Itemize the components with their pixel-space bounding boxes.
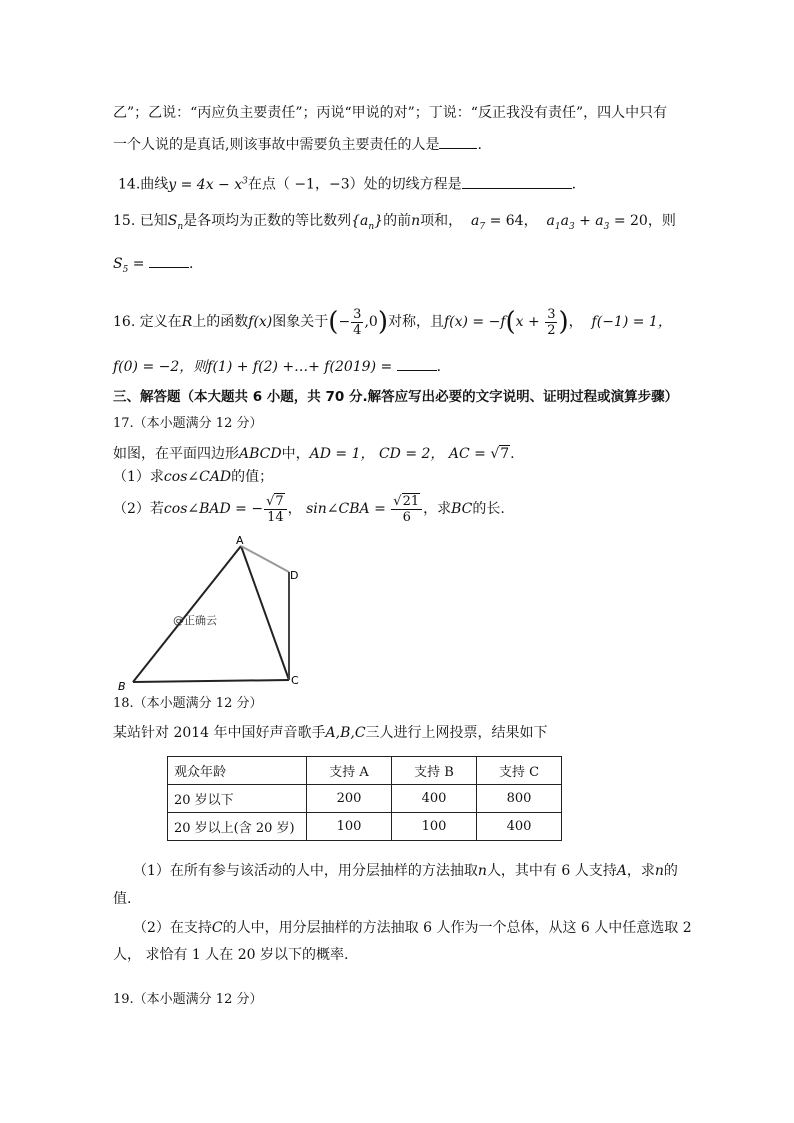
watermark-text: @正确云 — [173, 614, 217, 627]
q18-part2: （2）在支持C的人中，用分层抽样的方法抽取 6 人作为一个总体，从这 6 人中任意选取 2 — [133, 920, 692, 936]
q14-prefix: 曲线 — [140, 176, 169, 193]
q16-line: 16. 定义在R上的函数f(x)图象关于(− $\frac{3}{4}$ ,0)对称，且f(x) = −f(x + $\frac{3}{2}$ )， f(−1) = 1， — [113, 306, 672, 338]
q14-line: 14.曲线$y = 4x - x^3$在点（ −1，−3）处的切线方程是 . — [118, 171, 576, 195]
q14-number: 14. — [118, 176, 141, 193]
table-cell: 400 — [477, 813, 562, 841]
table-cell: 400 — [392, 785, 477, 813]
table-cell: 100 — [392, 813, 477, 841]
q16-answer-line: f(0) = −2，则f(1) + f(2) +…+ f(2019) = . — [113, 356, 441, 377]
q18-part1-continued: 值. — [113, 891, 132, 907]
q18-part2-continued: 人， 求恰有 1 人在 20 岁以下的概率. — [113, 947, 349, 963]
quadrilateral-figure — [113, 532, 313, 694]
q15-answer-blank — [149, 253, 189, 268]
table-cell: 200 — [307, 785, 392, 813]
q17-cos-fraction: $\frac{√7}{14}$ — [264, 494, 287, 525]
q14-answer-blank — [462, 174, 572, 189]
q18-intro: 某站针对 2014 年中国好声音歌手A,B,C三人进行上网投票，结果如下 — [113, 725, 548, 741]
q15-number: 15. — [113, 213, 136, 229]
table-cell: 800 — [477, 785, 562, 813]
q13-question-line: 一个人说的是真话,则该事故中需要负主要责任的人是 . — [113, 134, 482, 155]
section-3-heading: 三、解答题（本大题共 6 小题，共 70 分.解答应写出必要的文字说明、证明过程或演算步骤） — [113, 389, 679, 405]
vote-table — [167, 756, 562, 841]
q15-line: 15. 已知$S_n$是各项均为正数的等比数列$\{a_n\}$的前n项和， $a_7 = 64$， $a_1a_3 + a_3 = 20$，则 — [113, 213, 676, 232]
q17-part1: （1）求cos∠CAD的值； — [113, 469, 274, 485]
table-cell: 100 — [307, 813, 392, 841]
table-header-row — [168, 757, 562, 785]
table-header-cell: 观众年龄 — [168, 757, 307, 785]
q14-curve-equation: $y = 4x - x^3$ — [168, 176, 248, 193]
q15-sequence: $\{a_n\}$ — [351, 213, 384, 232]
table-cell: 20 岁以上(含 20 岁) — [168, 813, 307, 841]
vertex-label-b: B — [118, 680, 126, 693]
q16-answer-blank — [397, 356, 437, 371]
vertex-label-c: C — [291, 674, 299, 687]
table-row — [168, 785, 562, 813]
q16-number: 16. — [113, 314, 136, 330]
q18-heading: 18.（本小题满分 12 分） — [113, 696, 263, 711]
q14-point-text: 在点（ −1，−3）处的切线方程是 — [247, 176, 462, 193]
table-cell: 20 岁以下 — [168, 785, 307, 813]
vertex-label-d: D — [290, 569, 299, 582]
table-header-cell: 支持 B — [392, 757, 477, 785]
edge-ac — [241, 546, 289, 680]
vertex-label-a: A — [236, 534, 244, 547]
q13-answer-blank — [439, 134, 477, 149]
q16-shift-fraction: $\frac{3}{2}$ — [547, 306, 556, 338]
table-header-cell: 支持 C — [477, 757, 562, 785]
q13-text: 一个人说的是真话,则该事故中需要负主要责任的人是 — [113, 137, 440, 153]
q19-heading: 19.（本小题满分 12 分） — [113, 992, 263, 1007]
q17-part2: （2）若cos∠BAD = − $\frac{√7}{14}$ ， sin∠CBA = $\frac{√21}{6}$ ，求BC的长. — [113, 493, 505, 525]
q17-intro: 如图，在平面四边形ABCD中，AD = 1， CD = 2， AC = √7. — [113, 446, 515, 462]
q18-part1: （1）在所有参与该活动的人中，用分层抽样的方法抽取n人，其中有 6 人支持A，求n的 — [133, 863, 678, 879]
q13-continuation-line: 乙”；乙说：“丙应负主要责任”；丙说“甲说的对”；丁说：“反正我没有责任”，四人中只有 — [113, 105, 668, 121]
q16-point-fraction: $\frac{3}{4}$ — [353, 306, 362, 338]
table-header-cell: 支持 A — [307, 757, 392, 785]
edge-bc — [133, 680, 289, 682]
q17-heading: 17.（本小题满分 12 分） — [113, 416, 263, 431]
q15-answer-line: $S_5$ = . — [113, 253, 193, 280]
q15-sum-condition: $a_1a_3 + a_3 = 20$，则 — [546, 213, 676, 232]
q17-sin-fraction: $\frac{√21}{6}$ — [391, 494, 422, 525]
table-row — [168, 813, 562, 841]
q15-a7-condition: $a_7 = 64$， — [471, 213, 538, 232]
